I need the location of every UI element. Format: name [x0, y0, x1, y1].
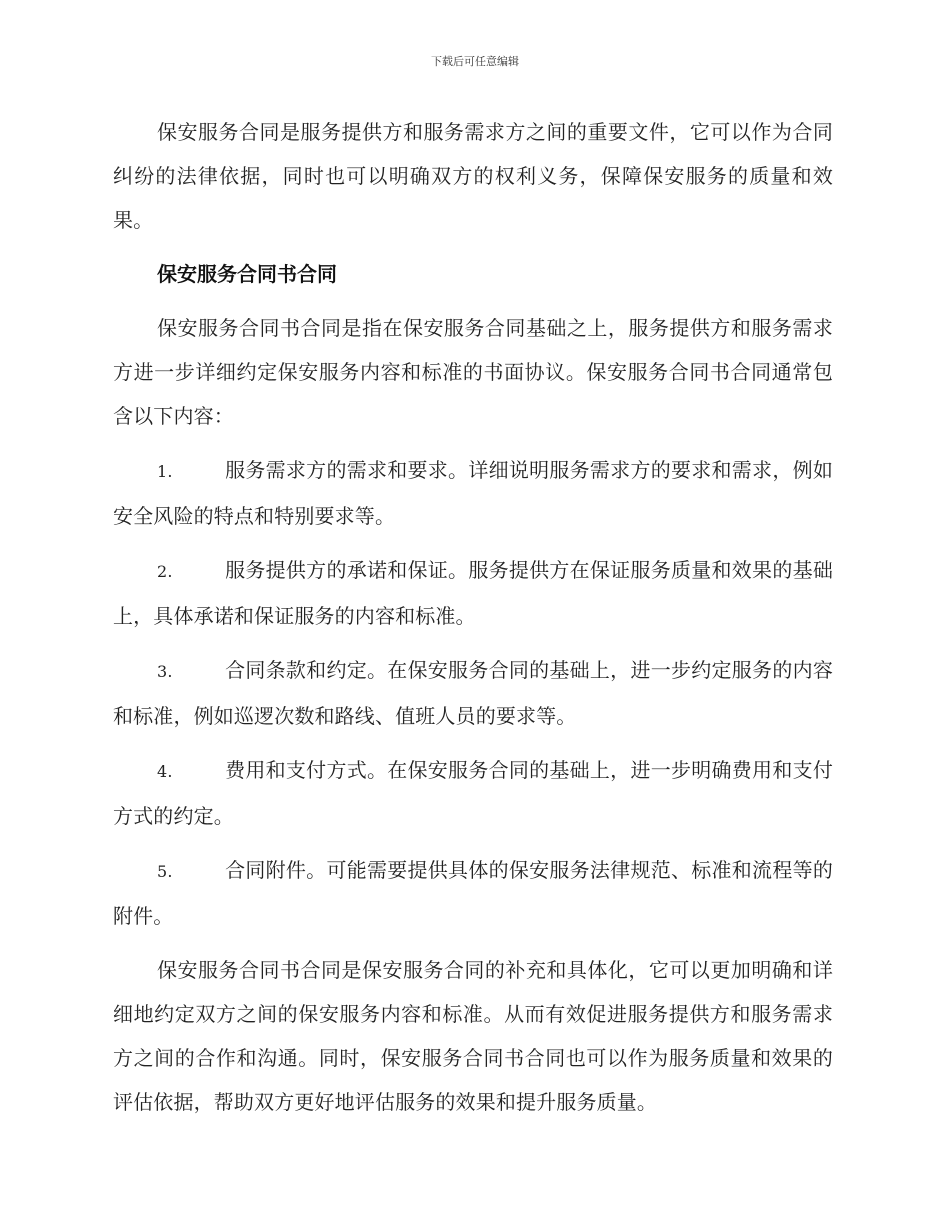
list-item: [113, 748, 833, 838]
list-item-number: 1.: [157, 462, 173, 481]
list-item-text: 服务需求方的需求和要求。详细说明服务需求方的要求和需求，例如安全风险的特点和特别要求等。: [113, 458, 833, 528]
list-item-text: 合同附件。可能需要提供具体的保安服务法律规范、标准和流程等的附件。: [113, 858, 833, 928]
list-item-number: 2.: [157, 562, 173, 581]
content-list: [113, 448, 833, 938]
list-item-text: 服务提供方的承诺和保证。服务提供方在保证服务质量和效果的基础上，具体承诺和保证服务的内容和标准。: [113, 558, 833, 628]
list-item-text: 费用和支付方式。在保安服务合同的基础上，进一步明确费用和支付方式的约定。: [113, 758, 833, 828]
intro-paragraph: 保安服务合同是服务提供方和服务需求方之间的重要文件，它可以作为合同纠纷的法律依据，同时也可以明确双方的权利义务，保障保安服务的质量和效果。: [113, 120, 833, 232]
list-item: [113, 548, 833, 638]
list-item-number: 4.: [157, 762, 173, 781]
document-body: [113, 110, 833, 1134]
definition-paragraph: 保安服务合同书合同是指在保安服务合同基础之上，服务提供方和服务需求方进一步详细约定保安服务内容和标准的书面协议。保安服务合同书合同通常包含以下内容：: [113, 316, 833, 428]
list-item-number: 3.: [157, 662, 173, 681]
section-heading: 保安服务合同书合同: [157, 262, 337, 286]
page-header: 下载后可任意编辑: [431, 55, 519, 68]
list-item: [113, 448, 833, 538]
list-item: [113, 848, 833, 938]
list-item-number: 5.: [157, 862, 173, 881]
list-item: [113, 648, 833, 738]
conclusion-paragraph: 保安服务合同书合同是保安服务合同的补充和具体化，它可以更加明确和详细地约定双方之间的保安服务内容和标准。从而有效促进服务提供方和服务需求方之间的合作和沟通。同时，保安服务合同书合同也可以作为服务质量和效果的评估依据，帮助双方更好地评估服务的效果和提升服务质量。: [113, 958, 833, 1114]
list-item-text: 合同条款和约定。在保安服务合同的基础上，进一步约定服务的内容和标准，例如巡逻次数和路线、值班人员的要求等。: [113, 658, 833, 728]
